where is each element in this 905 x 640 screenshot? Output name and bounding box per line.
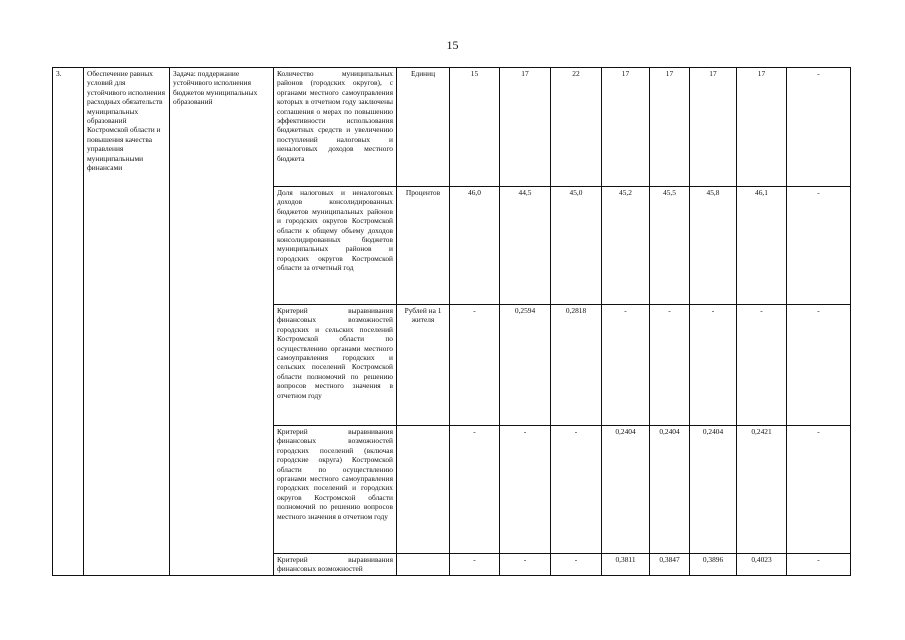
value-cell: 0,2404: [650, 426, 690, 554]
value-cell: -: [787, 426, 851, 554]
value-cell: 17: [602, 68, 650, 187]
value-cell: 22: [551, 68, 602, 187]
indicator-cell: Количество муниципальных районов (городских округов), с органами местного самоуправления которых в отчетном году заключены соглашения о мерах по повышению эффективности использования бюджетных средств и увеличению поступлений налоговых и неналоговых доходов местного бюджета: [274, 68, 397, 187]
row-number: 3.: [56, 69, 62, 78]
value-cell: 15: [450, 68, 500, 187]
indicator-cell: Критерий выравнивания финансовых возможностей городских поселений (включая городские округа) Костромской области по осуществлению органами местного самоуправления городских поселений и городских округов Костромской области полномочий по решению вопросов местного значения в отчетном году: [274, 426, 397, 554]
value-cell: -: [787, 305, 851, 426]
value-cell: 0,2421: [737, 426, 787, 554]
value-cell: -: [787, 187, 851, 305]
goal-cell: [84, 68, 170, 576]
table-row: [53, 68, 851, 187]
value-cell: 45,5: [650, 187, 690, 305]
value-cell: -: [450, 554, 500, 576]
value-cell: -: [602, 305, 650, 426]
value-cell: -: [500, 426, 551, 554]
task-cell: [170, 68, 274, 576]
value-cell: 45,8: [690, 187, 737, 305]
indicator-cell: Доля налоговых и неналоговых доходов консолидированных бюджетов муниципальных районов и городских округов Костромской области к общему объему доходов консолидированных бюджетов муниципальных районов и городских округов Костромской области за отчетный год: [274, 187, 397, 305]
value-cell: 44,5: [500, 187, 551, 305]
indicator-cell: Критерий выравнивания финансовых возможностей городских и сельских поселений Костромской области по осуществлению органами местного самоуправления городских и сельских поселений Костромской области полномочий по решению вопросов местного значения в отчетном году: [274, 305, 397, 426]
indicators-table: [52, 67, 851, 576]
value-cell: 46,1: [737, 187, 787, 305]
value-cell: 46,0: [450, 187, 500, 305]
value-cell: 0,2404: [602, 426, 650, 554]
value-cell: -: [690, 305, 737, 426]
value-cell: 17: [650, 68, 690, 187]
value-cell: -: [551, 554, 602, 576]
value-cell: 45,0: [551, 187, 602, 305]
value-cell: 17: [737, 68, 787, 187]
value-cell: -: [650, 305, 690, 426]
value-cell: 17: [690, 68, 737, 187]
unit-cell: Рублей на 1 жителя: [397, 305, 450, 426]
value-cell: -: [737, 305, 787, 426]
row-number-cell: [53, 68, 84, 576]
unit-cell: Процентов: [397, 187, 450, 305]
value-cell: -: [450, 426, 500, 554]
value-cell: -: [787, 68, 851, 187]
value-cell: -: [551, 426, 602, 554]
value-cell: -: [450, 305, 500, 426]
value-cell: 0,4023: [737, 554, 787, 576]
value-cell: 0,3811: [602, 554, 650, 576]
value-cell: 0,3896: [690, 554, 737, 576]
value-cell: 45,2: [602, 187, 650, 305]
unit-cell: Единиц: [397, 68, 450, 187]
value-cell: -: [500, 554, 551, 576]
task-text: Задача: поддержание устойчивого исполнения бюджетов муниципальных образований: [173, 69, 258, 107]
value-cell: 0,2818: [551, 305, 602, 426]
unit-cell: [397, 426, 450, 554]
indicator-cell: Критерий выравнивания финансовых возможностей: [274, 554, 397, 576]
value-cell: 17: [500, 68, 551, 187]
unit-cell: [397, 554, 450, 576]
page-number: 15: [446, 38, 459, 52]
value-cell: 0,2404: [690, 426, 737, 554]
goal-text: Обеспечение равных условий для устойчивого исполнения расходных обязательств муниципальных образований Костромской области и повышения качества управления муниципальными финансами: [87, 69, 165, 173]
value-cell: 0,3847: [650, 554, 690, 576]
value-cell: -: [787, 554, 851, 576]
value-cell: 0,2594: [500, 305, 551, 426]
